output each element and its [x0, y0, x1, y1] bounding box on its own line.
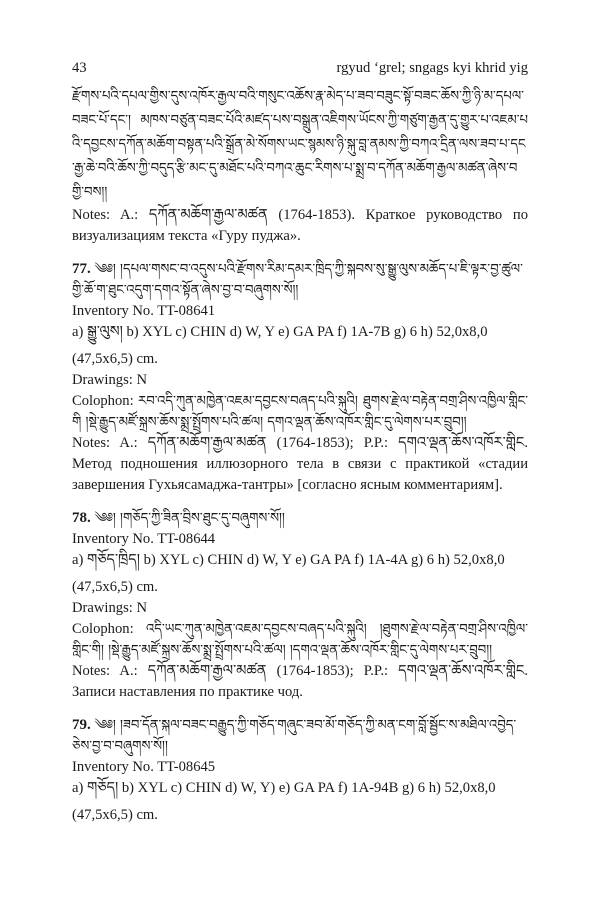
colophon — [72, 391, 528, 433]
intro-tibetan-text: རྫོགས་པའི་དཔལ་གྱིས་དུས་འཁོར་རྒྱལ་བའི་གསུང་འཆོས་རྣ་མེད་པ་ཟབ་བཟུང་སྟོ་བཟང་ཆོས་ཀྱི་ཉི་མ་དཔལ་བཟང་པོ་དང་། མཁས་བཙུན་བཟང་པོའི་མཛད་པས་བསྒྲུན་འཇིགས་ཡོངས་ཀྱི་གཙུག་རྒྱན་དུ་གྱུར་པ་འཇམ་པའི་དབྱངས་དཀོན་མཆོག་བསྟན་པའི་སྒྲོན་མེ་སོགས་ཡང་སྙམས་ཉི་སྐུ་བླ་ནམས་ཀྱི་བཀའ་དྲིན་ལས་ཟབ་པ་དང་རྒྱ་ཆེ་བའི་ཆོས་ཀྱི་བདུད་རྩི་མང་དུ་མཐོང་པའི་བཀའ་ཆུང་རིགས་པ་སྨྲ་བ་དཀོན་མཆོག་རྒྱལ་མཚན་ཞེས་བགྱི་བས།། — [72, 89, 528, 200]
catalog-entry-79 — [72, 715, 528, 826]
physical-description: a) གཅོད་ཁྲིད། b) XYL c) CHIN d) W, Y e) GA PA f) 1A-4A g) 6 h) 52,0x8,0 — [72, 552, 505, 568]
entry-title-tibetan: ༄༅། །གཅོད་ཀྱི་ཟིན་བྲིས་ཐུང་དུ་བཞུགས་སོ།། — [94, 511, 285, 526]
entry-notes — [72, 661, 528, 703]
catalog-entry-77 — [72, 259, 528, 496]
colophon-text: འདི་ཡང་ཀུན་མཁྱེན་འཇམ་དབྱངས་བཞད་པའི་སྐུའི། །ཐུགས་རྗེ་ལ་བརྟེན་བགྲ་ཤིས་འཁྱིལ་གླིང་གི། །སྡེ་རྒྱུད་མཛོ་སྐྲས་ཆོས་སྨྲ་སྤྲོགས་པའི་ཚལ། །དགའ་ལྡན་ཆོས་འཁོར་གླིང་དུ་ལེགས་པར་བྲུབ།། — [72, 622, 528, 658]
dimensions-continued: (47,5x6,5) cm. — [72, 351, 158, 367]
colophon — [72, 619, 528, 661]
physical-description: a) གཅོད། b) XYL c) CHIN d) W, Y) e) GA PA f) 1A-94B g) 6 h) 52,0x8,0 — [72, 780, 496, 796]
dimensions-continued: (47,5x6,5) cm. — [72, 807, 158, 823]
entry-number: 78. — [72, 510, 91, 526]
inventory-number: Inventory No. TT-08641 — [72, 303, 216, 319]
entry-title — [72, 715, 528, 757]
notes-text: A.: དཀོན་མཆོག་རྒྱལ་མཚན (1764-1853). Краткое руководство по визуализациям текста «Гуру пуджа». — [72, 207, 528, 244]
notes-label: Notes: — [72, 435, 111, 451]
inventory-number: Inventory No. TT-08645 — [72, 759, 216, 775]
colophon-label: Colophon: — [72, 621, 134, 637]
page-header — [72, 58, 528, 79]
running-title: rgyud ‘grel; sngags kyi khrid yig — [336, 60, 528, 76]
entry-number: 79. — [72, 717, 91, 733]
colophon-label: Colophon: — [72, 393, 134, 409]
notes-text: A.: དཀོན་མཆོག་རྒྱལ་མཚན (1764-1853); P.P.: དགའ་ལྡན་ཆོས་འཁོར་གླིང. Записи наставления по практике чод. — [72, 663, 528, 700]
colophon-text: རབ་འདི་ཀུན་མཁྱེན་འཇམ་དབྱངས་བཞད་པའི་སྐུའི། ཐུགས་རྗེ་ལ་བརྟེན་བགྲ་ཤིས་འཁྱིལ་གླིང་གི །སྡེ་རྒྱུད་མཛོ་སྐྲས་ཆོས་སྨྲ་སྤྲོགས་པའི་ཚལ། དགའ་ལྡན་ཆོས་འཁོར་གླིང་དུ་ལེགས་པར་བྲུབ།། — [72, 394, 528, 430]
notes-label: Notes: — [72, 663, 111, 679]
intro-notes — [72, 205, 528, 247]
entry-title-tibetan: ༄༅། །དཔལ་གསང་བ་འདུས་པའི་རྫོགས་རིམ་དམར་ཁྲིད་ཀྱི་སྐབས་སུ་སྒྱུ་ལུས་མཆོད་པ་ཇི་ལྟར་བྱ་ཚུལ་གྱི་ཆོ་ག་ཐུང་འདུག་དགའ་སྟོན་ཞེས་བྱ་བ་བཞུགས་སོ།། — [72, 262, 523, 298]
entry-title — [72, 259, 528, 301]
dimensions-continued: (47,5x6,5) cm. — [72, 579, 158, 595]
entry-title — [72, 508, 528, 529]
physical-description: a) སྒྱུ་ལུས། b) XYL c) CHIN d) W, Y e) GA PA f) 1A-7B g) 6 h) 52,0x8,0 — [72, 324, 488, 340]
notes-label: Notes: — [72, 207, 111, 223]
intro-block — [72, 85, 528, 247]
inventory-number: Inventory No. TT-08644 — [72, 531, 216, 547]
notes-text: A.: དཀོན་མཆོག་རྒྱལ་མཚན (1764-1853); P.P.: དགའ་ལྡན་ཆོས་འཁོར་གླིང. Метод подношения иллюзорного тела в связи с практикой «стадии завершения Гухьясамаджа-тантры» [согласно ясным комментариям]. — [72, 435, 528, 493]
entry-number: 77. — [72, 261, 91, 277]
drawings-field: Drawings: N — [72, 372, 147, 388]
drawings-field: Drawings: N — [72, 600, 147, 616]
entry-notes — [72, 433, 528, 496]
catalog-entry-78 — [72, 508, 528, 703]
page-number: 43 — [72, 60, 87, 76]
entry-title-tibetan: ༄༅། །ཟབ་དོན་སྐལ་བཟང་བརྒྱུད་ཀྱི་གཅོད་གཞུང་ཟབ་མོ་གཅོད་ཀྱི་མན་ངག་བློ་སྦྱོང་ས་མཐིལ་འབྱེད་ཅེས་བྱ་བ་བཞུགས་སོ།། — [72, 718, 517, 754]
